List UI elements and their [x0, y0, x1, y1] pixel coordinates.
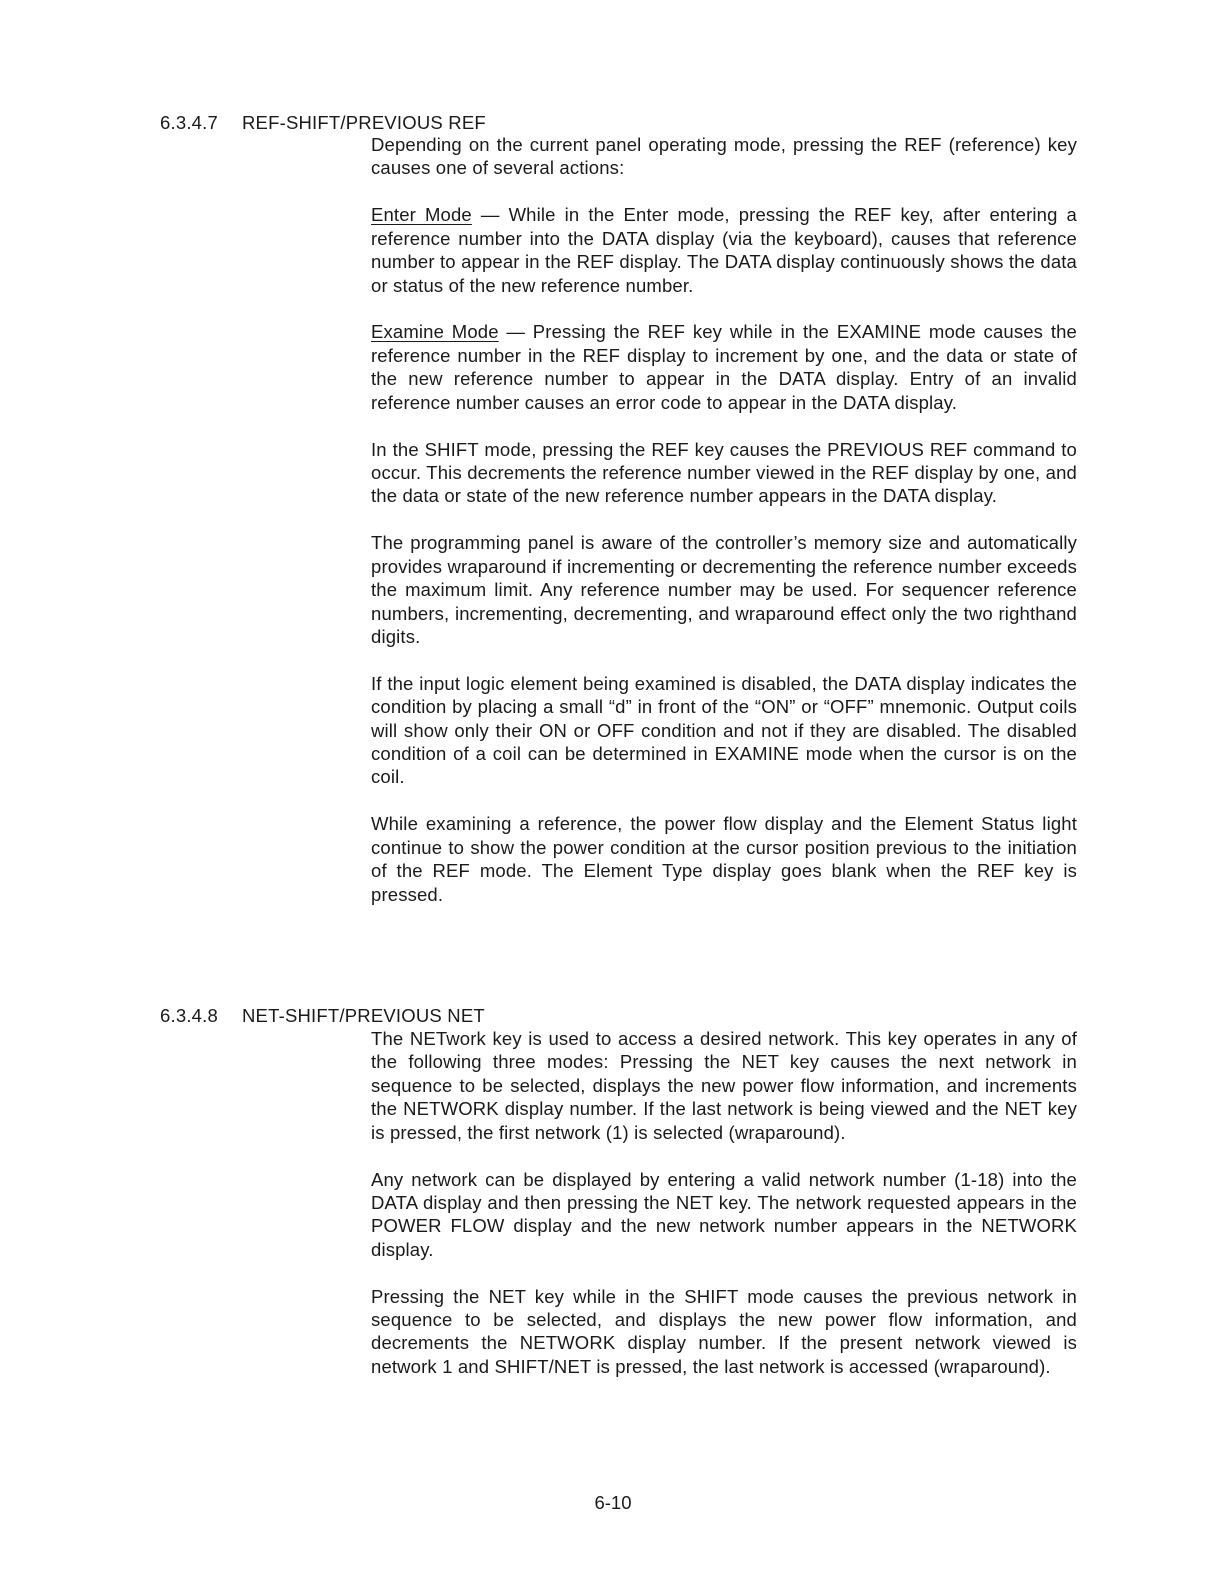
- page-number: 6-10: [594, 1492, 632, 1513]
- section-title: NET-SHIFT/PREVIOUS NET: [242, 1005, 485, 1026]
- paragraph: Depending on the current panel operating mode, pressing the REF (reference) key causes one of several actions:: [371, 134, 1077, 179]
- enter-mode-label: Enter Mode: [371, 204, 472, 226]
- paragraph: The programming panel is aware of the controller’s memory size and automatically provides wraparound if incrementing or decrementing the reference number exceeds the maximum limit. Any reference number may be used. For sequencer reference numbers, incrementing, decrementing, and wraparound effect only the two righthand digits.: [371, 532, 1077, 647]
- paragraph: If the input logic element being examined is disabled, the DATA display indicates the condition by placing a small “d” in front of the “ON” or “OFF” mnemonic. Output coils will show only their ON or OFF condition and not if they are disabled. The disabled condition of a coil can be determined in EXAMINE mode when the cursor is on the coil.: [371, 672, 1077, 788]
- paragraph: In the SHIFT mode, pressing the REF key causes the PREVIOUS REF command to occur. This decrements the reference number viewed in the REF display by one, and the data or state of the new reference number appears in the DATA display.: [371, 438, 1077, 507]
- section-number: 6.3.4.7: [160, 112, 218, 133]
- section-body-6-3-4-8: [371, 1027, 1077, 1402]
- paragraph: The NETwork key is used to access a desired network. This key operates in any of the following three modes: Pressing the NET key causes the next network in sequence to be selected, displays the new power flow information, and increments the NETWORK display number. If the last network is being viewed and the NET key is pressed, the first network (1) is selected (wraparound).: [371, 1028, 1077, 1143]
- section-number: 6.3.4.8: [160, 1005, 218, 1026]
- enter-mode-text: — While in the Enter mode, pressing the REF key, after entering a reference number into the DATA display (via the keyboard), causes that reference number to appear in the REF display. The DATA display continuously shows the data or status of the new reference number.: [371, 204, 1077, 296]
- section-body-6-3-4-7: [371, 133, 1077, 929]
- paragraph: Any network can be displayed by entering a valid network number (1-18) into the DATA display and then pressing the NET key. The network requested appears in the POWER FLOW display and the new network number appears in the NETWORK display.: [371, 1168, 1077, 1260]
- paragraph: Pressing the NET key while in the SHIFT mode causes the previous network in sequence to be selected, and displays the new power flow information, and decrements the NETWORK display number. If the present network viewed is network 1 and SHIFT/NET is pressed, the last network is accessed (wraparound).: [371, 1285, 1077, 1377]
- paragraph-examine-mode: [371, 320, 1077, 414]
- section-heading-6-3-4-7: [160, 111, 486, 134]
- paragraph-enter-mode: [371, 203, 1077, 297]
- examine-mode-text: — Pressing the REF key while in the EXAMINE mode causes the reference number in the REF display to increment by one, and the data or state of the new reference number to appear in the DATA display. Entry of an invalid reference number causes an error code to appear in the DATA display.: [371, 321, 1077, 413]
- section-title: REF-SHIFT/PREVIOUS REF: [242, 112, 486, 133]
- examine-mode-label: Examine Mode: [371, 321, 499, 343]
- paragraph: While examining a reference, the power flow display and the Element Status light continue to show the power condition at the cursor position previous to the initiation of the REF mode. The Element Type display goes blank when the REF key is pressed.: [371, 813, 1077, 905]
- section-heading-6-3-4-8: [160, 1004, 485, 1027]
